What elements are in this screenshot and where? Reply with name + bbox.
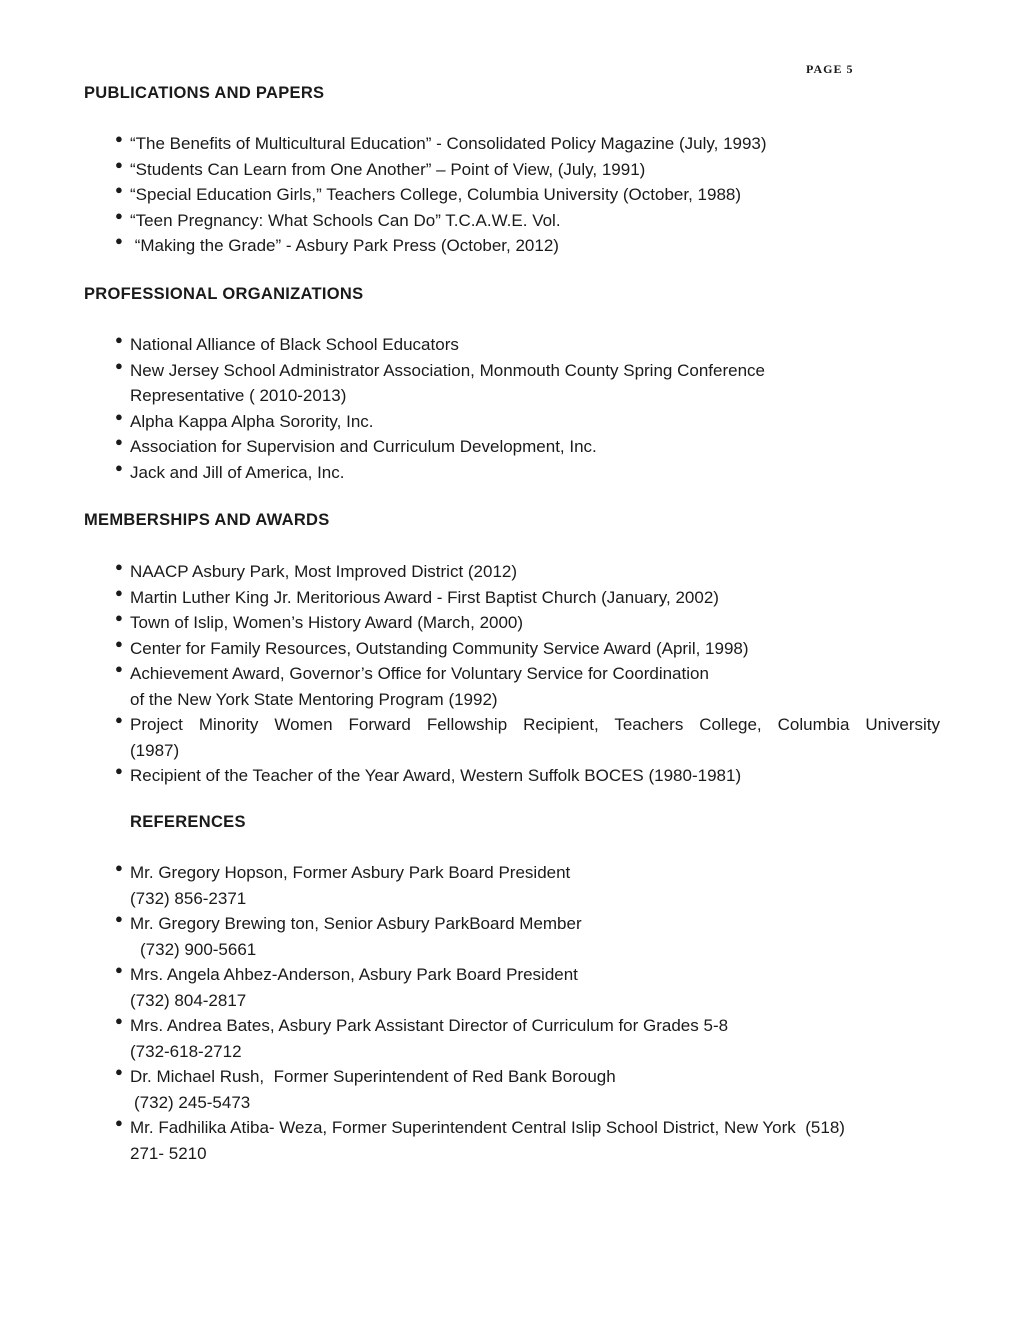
list-item-text: National Alliance of Black School Educators <box>130 335 459 354</box>
publications-heading: PUBLICATIONS AND PAPERS <box>84 84 325 102</box>
bullet-icon: ● <box>115 661 123 676</box>
references-list <box>114 860 954 1166</box>
page-number: PAGE 5 <box>806 62 854 76</box>
bullet-icon: ● <box>115 860 123 875</box>
list-item <box>114 409 954 435</box>
phone-number: (732) 856-2371 <box>130 888 247 908</box>
list-item-text: Martin Luther King Jr. Meritorious Award - First Baptist Church (January, 2002) <box>130 587 719 607</box>
list-item-text: NAACP Asbury Park, Most Improved District (2012) <box>130 562 518 581</box>
bullet-icon: ● <box>115 182 123 197</box>
list-item <box>114 233 954 259</box>
list-item <box>114 636 940 662</box>
list-item-text: Project Minority Women Forward Fellowship Recipient, Teachers College, Columbia University <box>130 715 940 734</box>
list-item <box>114 585 940 611</box>
phone-number: (732) 804-2817 <box>130 990 247 1010</box>
bullet-icon: ● <box>115 962 123 977</box>
list-item <box>114 559 940 585</box>
list-item-text: Mr. Gregory Brewing ton, Senior Asbury ParkBoard Member <box>130 914 582 933</box>
list-item-text: Mr. Gregory Hopson, Former Asbury Park Board President <box>130 863 571 882</box>
list-item-text: Center for Family Resources, Outstanding Community Service Award (April, 1998) <box>130 638 749 658</box>
list-item <box>114 911 954 962</box>
bullet-icon: ● <box>115 635 123 651</box>
list-item <box>114 434 954 460</box>
awards-heading: MEMBERSHIPS AND AWARDS <box>84 511 330 529</box>
bullet-icon: ● <box>115 408 123 424</box>
list-item-text: Mrs. Angela Ahbez-Anderson, Asbury Park Board President <box>130 965 578 984</box>
list-item-text: Dr. Michael Rush, Former Superintendent of Red Bank Borough <box>130 1067 616 1086</box>
list-item <box>114 763 940 789</box>
phone-number: (732) 900-5661 <box>140 939 257 959</box>
list-item <box>114 712 940 763</box>
bullet-icon: ● <box>115 131 123 146</box>
list-item-text: Recipient of the Teacher of the Year Award, Western Suffolk BOCES (1980-1981) <box>130 766 742 785</box>
list-item <box>114 1064 954 1115</box>
list-item-text: “The Benefits of Multicultural Education” - Consolidated Policy Magazine (July, 1993) <box>130 134 767 153</box>
bullet-icon: ● <box>115 610 123 625</box>
bullet-icon: ● <box>115 559 123 574</box>
list-item <box>114 131 954 157</box>
list-item-text: “Making the Grade” - Asbury Park Press (October, 2012) <box>130 236 559 255</box>
awards-list <box>114 559 940 789</box>
list-item <box>114 962 954 1013</box>
list-item-text: Jack and Jill of America, Inc. <box>130 462 345 482</box>
list-item <box>114 610 940 636</box>
references-heading: REFERENCES <box>130 813 246 831</box>
list-item <box>114 860 954 911</box>
list-item-text-continued: of the New York State Mentoring Program (1992) <box>130 689 498 709</box>
list-item-text: Alpha Kappa Alpha Sorority, Inc. <box>130 411 374 431</box>
bullet-icon: ● <box>115 584 123 600</box>
bullet-icon: ● <box>115 911 123 926</box>
list-item-text-continued: (1987) <box>130 740 180 760</box>
publications-list <box>114 131 954 259</box>
list-item-text: Mrs. Andrea Bates, Asbury Park Assistant Director of Curriculum for Grades 5-8 <box>130 1016 729 1035</box>
list-item-text: Town of Islip, Women’s History Award (March, 2000) <box>130 613 524 632</box>
bullet-icon: ● <box>115 233 123 248</box>
organizations-heading: PROFESSIONAL ORGANIZATIONS <box>84 285 364 303</box>
list-item-text: Mr. Fadhilika Atiba- Weza, Former Superintendent Central Islip School District, New York (518) <box>130 1118 845 1137</box>
list-item-text: “Teen Pregnancy: What Schools Can Do” T.C.A.W.E. Vol. <box>130 210 561 230</box>
list-item <box>114 1013 954 1064</box>
list-item <box>114 332 954 358</box>
bullet-icon: ● <box>115 332 123 347</box>
list-item-text: “Students Can Learn from One Another” – Point of View, (July, 1991) <box>130 159 646 179</box>
phone-number: (732) 245-5473 <box>134 1092 251 1112</box>
list-item-text: Association for Supervision and Curriculum Development, Inc. <box>130 437 597 456</box>
list-item-text: Achievement Award, Governor’s Office for Voluntary Service for Coordination <box>130 664 709 683</box>
organizations-list <box>114 332 954 485</box>
list-item <box>114 182 954 208</box>
phone-number: (732-618-2712 <box>130 1041 242 1061</box>
list-item <box>114 1115 954 1166</box>
list-item-text-continued: Representative ( 2010-2013) <box>130 386 347 405</box>
bullet-icon: ● <box>115 763 123 778</box>
bullet-icon: ● <box>115 712 123 727</box>
list-item-text: “Special Education Girls,” Teachers College, Columbia University (October, 1988) <box>130 185 742 204</box>
bullet-icon: ● <box>115 434 123 449</box>
list-item-text: New Jersey School Administrator Association, Monmouth County Spring Conference <box>130 360 765 380</box>
bullet-icon: ● <box>115 207 123 223</box>
list-item <box>114 358 954 409</box>
bullet-icon: ● <box>115 459 123 475</box>
phone-number: 271- 5210 <box>130 1143 207 1163</box>
bullet-icon: ● <box>115 156 123 172</box>
bullet-icon: ● <box>115 1115 123 1130</box>
list-item <box>114 157 954 183</box>
bullet-icon: ● <box>115 1064 123 1079</box>
bullet-icon: ● <box>115 357 123 373</box>
list-item <box>114 460 954 486</box>
bullet-icon: ● <box>115 1013 123 1028</box>
list-item <box>114 208 954 234</box>
list-item <box>114 661 940 712</box>
